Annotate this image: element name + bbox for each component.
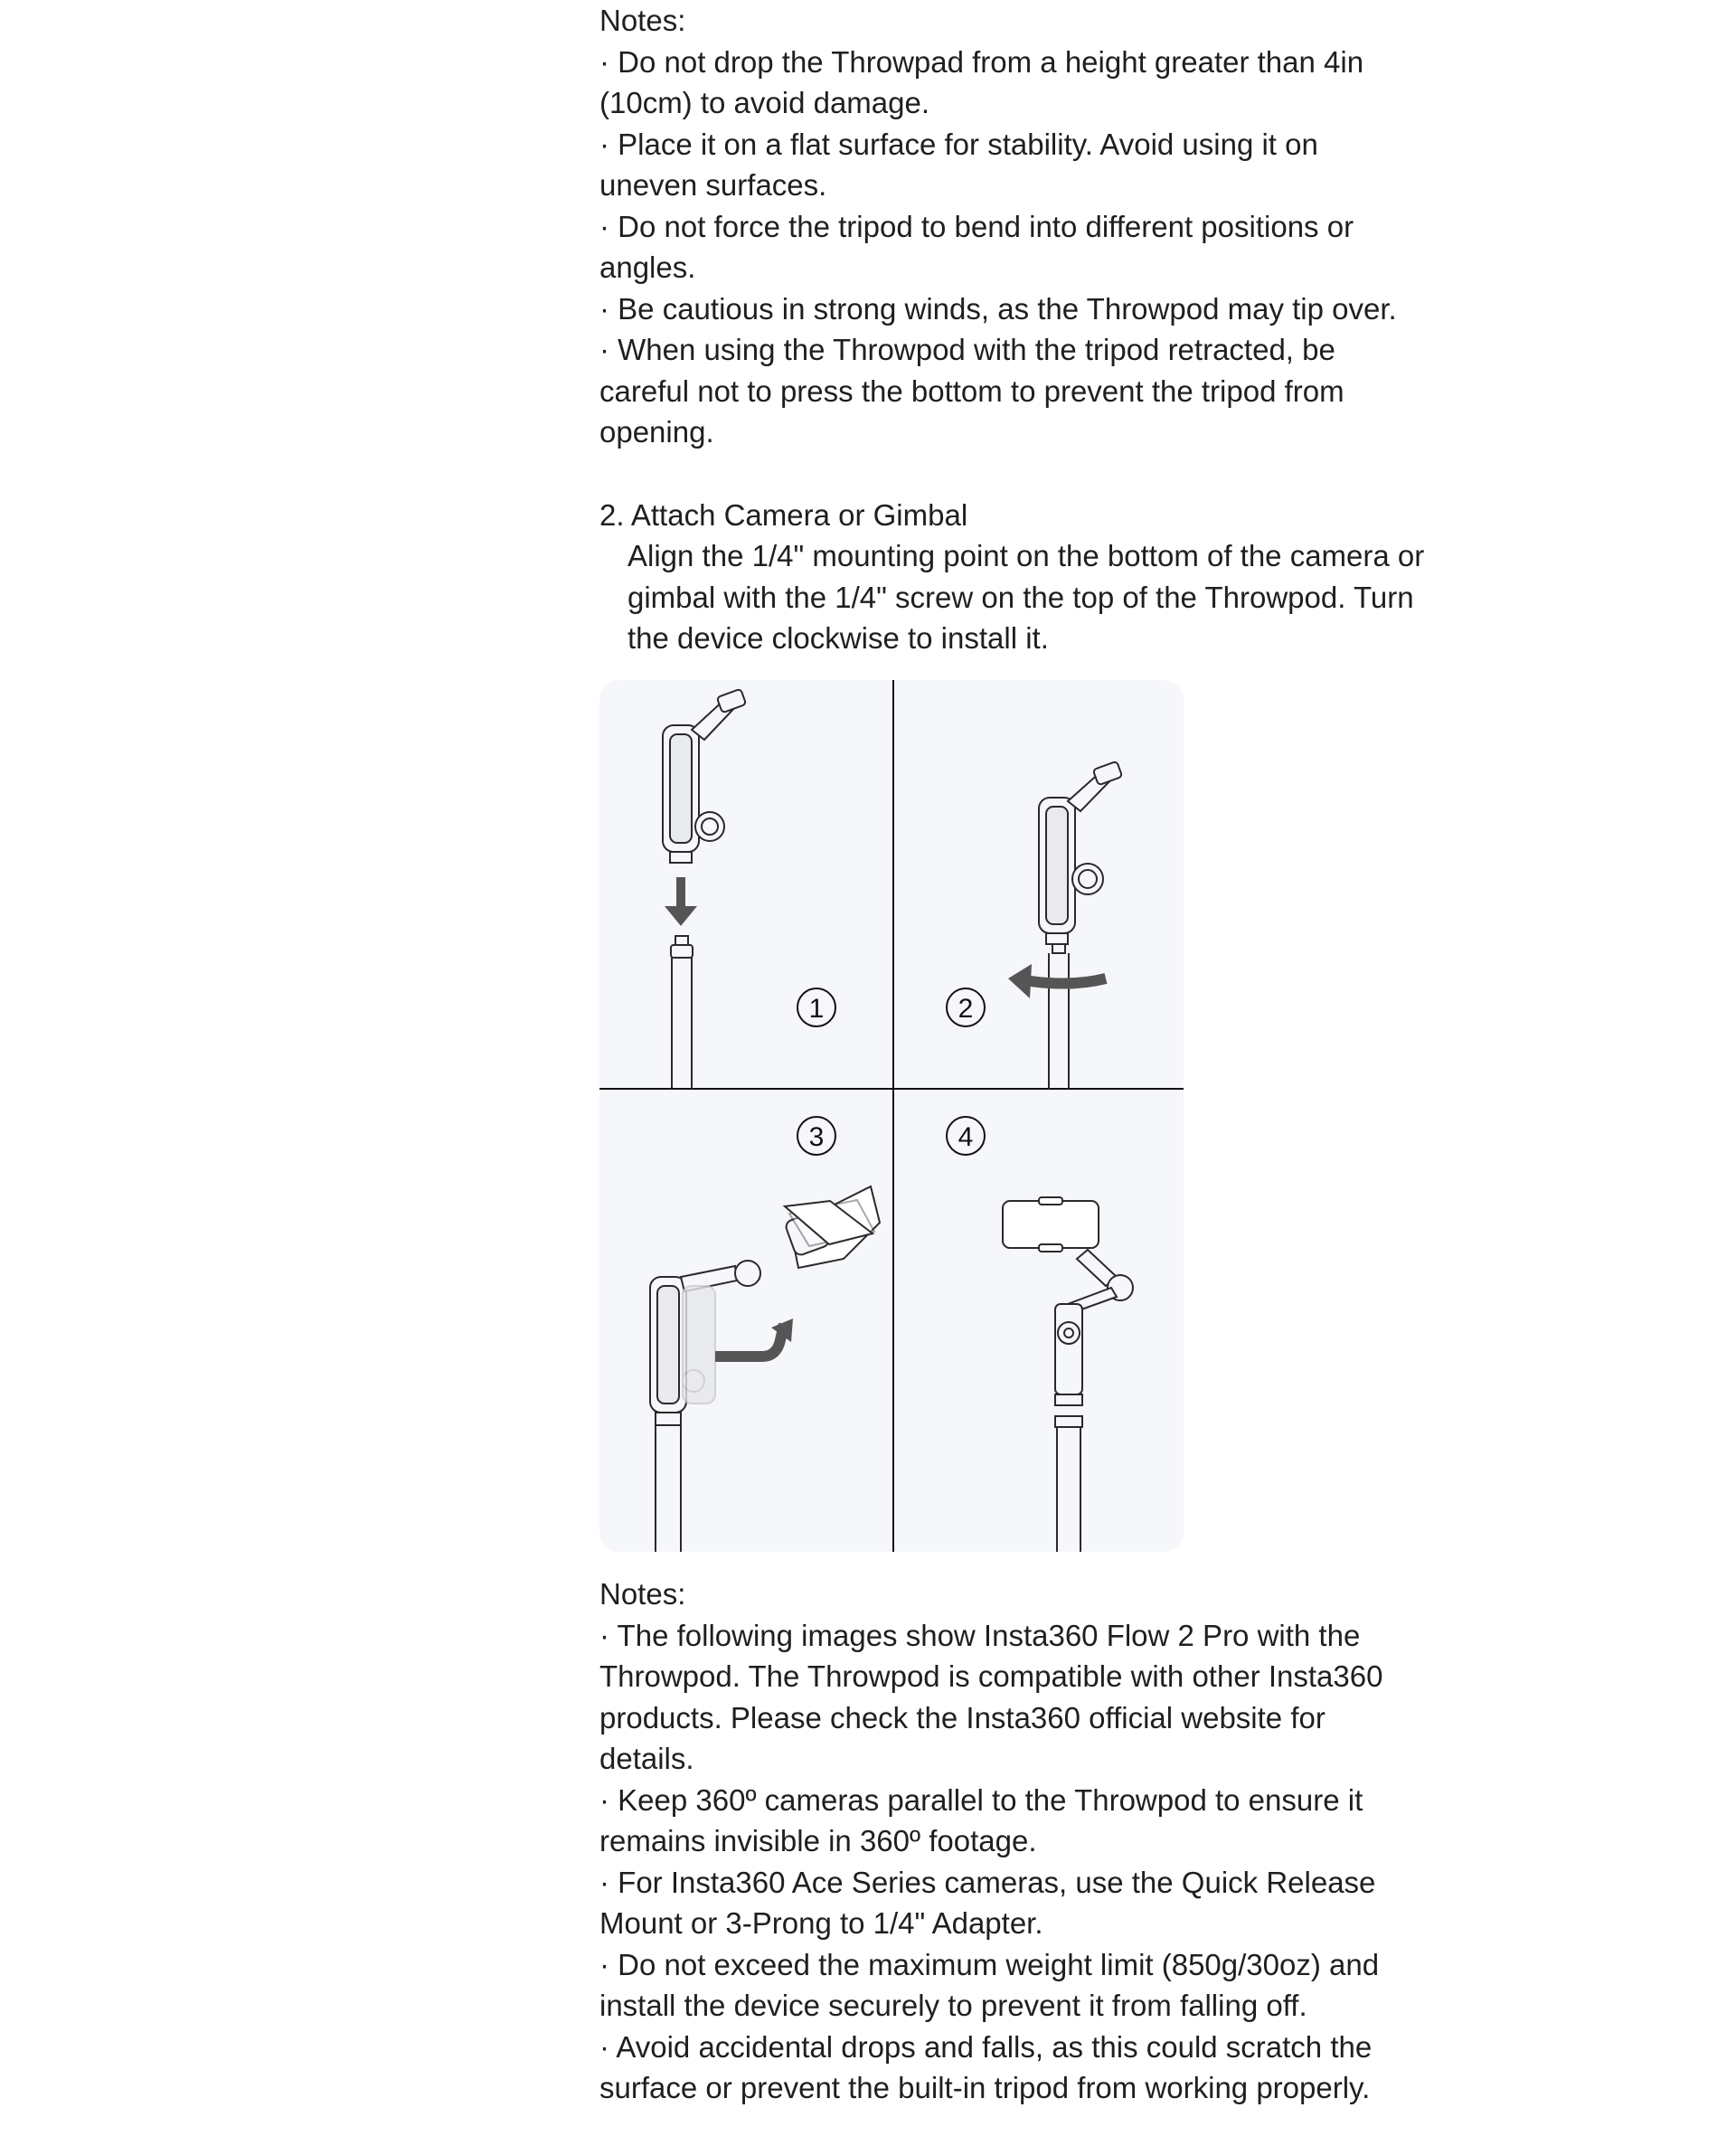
- section-body-line: gimbal with the 1/4" screw on the top of the Throwpod. Turn: [627, 580, 1414, 614]
- note-line: surface or prevent the built-in tripod from working properly.: [599, 2071, 1371, 2104]
- note-line: · Place it on a flat surface for stability. Avoid using it on: [599, 127, 1318, 161]
- note-line: · The following images show Insta360 Flow 2 Pro with the: [599, 1618, 1361, 1652]
- note-line: products. Please check the Insta360 official website for: [599, 1700, 1326, 1734]
- note-line: · Do not force the tripod to bend into different positions or: [599, 209, 1354, 243]
- note-line: remains invisible in 360º footage.: [599, 1824, 1037, 1857]
- panel-step-1: [663, 689, 835, 1089]
- note-line: details.: [599, 1742, 694, 1775]
- note-line: · Be cautious in strong winds, as the Throwpod may tip over.: [599, 291, 1397, 326]
- notes-heading: Notes:: [599, 1577, 686, 1611]
- spacer: [599, 453, 1413, 495]
- note-line: Throwpod. The Throwpod is compatible with other Insta360: [599, 1659, 1383, 1693]
- note-line: install the device securely to prevent it from falling off.: [599, 1989, 1307, 2022]
- step-2-label: 2: [958, 994, 974, 1024]
- section-title: 2. Attach Camera or Gimbal: [599, 497, 968, 532]
- note-line: · Do not exceed the maximum weight limit (850g/30oz) and: [599, 1947, 1380, 1981]
- note-line: opening.: [599, 415, 714, 449]
- step-1-label: 1: [808, 994, 825, 1024]
- note-line: · Do not drop the Throwpad from a height greater than 4in: [599, 44, 1364, 79]
- down-arrow-icon: [665, 877, 697, 926]
- tripod-pole: [1049, 944, 1069, 1089]
- notes-bottom: [599, 1574, 1413, 2109]
- note-line: uneven surfaces.: [599, 168, 827, 202]
- notes-heading: Notes:: [599, 4, 686, 37]
- note-line: · Keep 360º cameras parallel to the Throwpod to ensure it: [599, 1782, 1363, 1817]
- note-line: · When using the Throwpod with the tripod retracted, be: [599, 333, 1335, 366]
- tripod-pole: [656, 1413, 681, 1552]
- panel-step-4: [947, 1117, 1133, 1552]
- ghost-gimbal: [683, 1286, 715, 1404]
- phone-drawing: [1003, 1197, 1099, 1252]
- note-line: · For Insta360 Ace Series cameras, use the Quick Release: [599, 1865, 1376, 1899]
- panel-step-3: [650, 1117, 880, 1552]
- gimbal-drawing: [1055, 1250, 1133, 1394]
- note-line: careful not to press the bottom to prevent the tripod from: [599, 373, 1344, 408]
- tripod-pole: [671, 936, 693, 1089]
- installation-illustration: [599, 680, 1184, 1552]
- note-line: angles.: [599, 250, 696, 284]
- step-4-label: 4: [958, 1122, 974, 1152]
- section-body-line: Align the 1/4" mounting point on the bottom of the camera or: [627, 539, 1425, 572]
- notes-top: [599, 0, 1425, 659]
- note-line: Mount or 3-Prong to 1/4" Adapter.: [599, 1906, 1043, 1940]
- note-line: · Avoid accidental drops and falls, as this could scratch the: [599, 2029, 1373, 2064]
- gimbal-drawing: [1039, 761, 1122, 944]
- rotate-arrow-icon: [1008, 964, 1106, 998]
- fold-arrow-icon: [715, 1319, 793, 1356]
- note-line: (10cm) to avoid damage.: [599, 86, 930, 119]
- section-body-line: the device clockwise to install it.: [627, 621, 1049, 655]
- step-3-label: 3: [808, 1122, 825, 1152]
- gimbal-drawing: [663, 689, 746, 863]
- tripod-pole: [1055, 1394, 1082, 1552]
- illustration-svg: [599, 680, 1184, 1552]
- panel-step-2: [947, 761, 1122, 1089]
